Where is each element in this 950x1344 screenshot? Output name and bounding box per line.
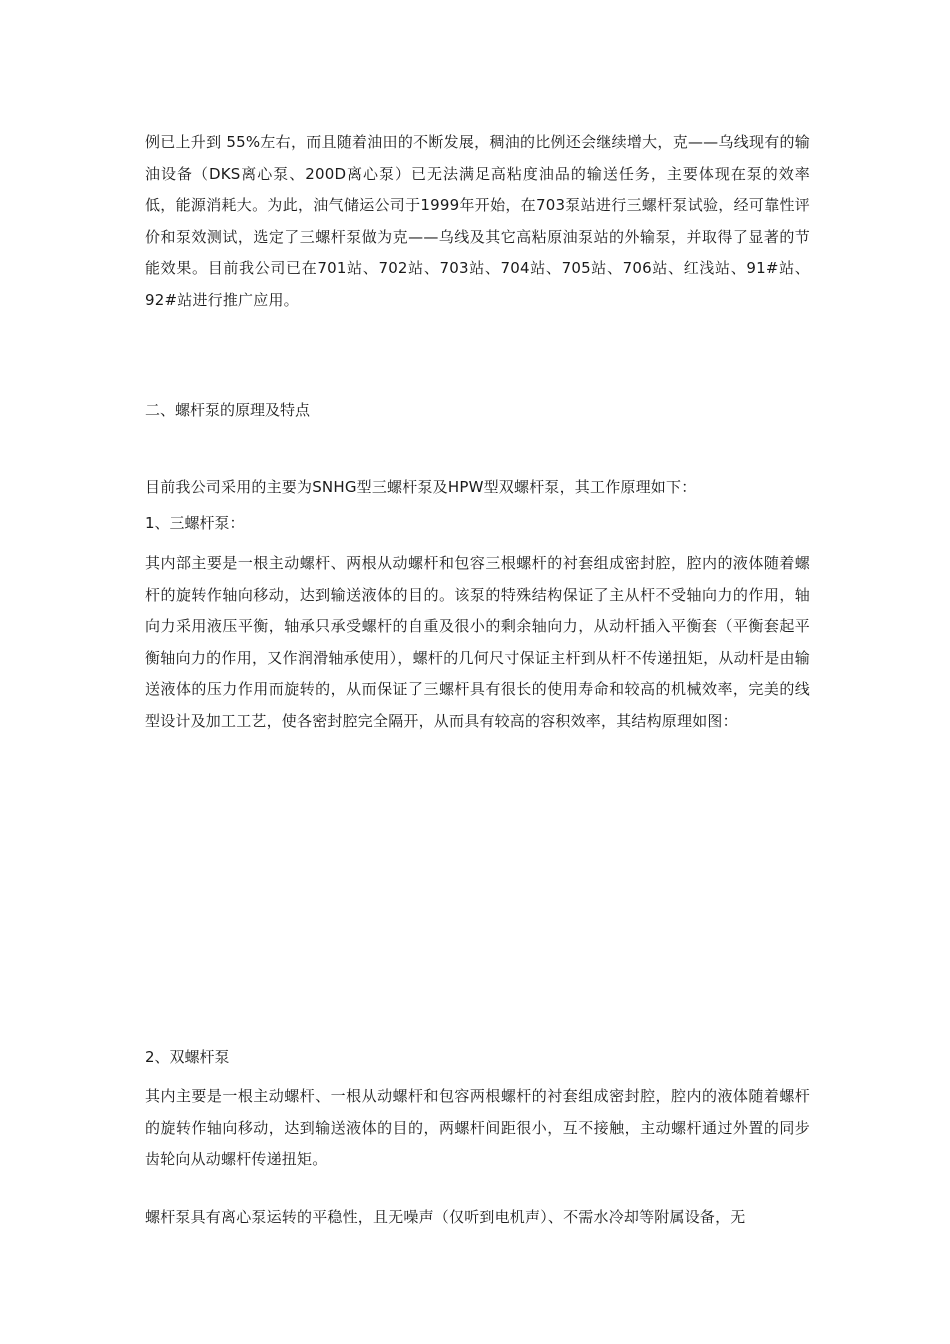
three-screw-pump-paragraph: 其内部主要是一根主动螺杆、两根从动螺杆和包容三根螺杆的衬套组成密封腔，腔内的液体随着螺杆的旋转作轴向移动，达到输送液体的目的。该泵的特殊结构保证了主从杆不受轴向力的作用，轴向力采用液压平衡，轴承只承受螺杆的自重及很小的剩余轴向力，从动杆插入平衡套（平衡套起平衡轴向力的作用，又作润滑轴承使用），螺杆的几何尺寸保证主杆到从杆不传递扭矩，从动杆是由输送液体的压力作用而旋转的，从而保证了三螺杆具有很长的使用寿命和较高的机械效率，完美的线型设计及加工工艺，使各密封腔完全隔开，从而具有较高的容积效率，其结构原理如图： (145, 554, 810, 730)
subsection-heading-three-screw: 1、三螺杆泵： (145, 514, 245, 532)
section-heading: 二、螺杆泵的原理及特点 (145, 401, 311, 419)
screw-pump-features-paragraph: 螺杆泵具有离心泵运转的平稳性，且无噪声（仅听到电机声）、不需水冷却等附属设备，无 (145, 1208, 746, 1226)
pump-types-paragraph: 目前我公司采用的主要为SNHG型三螺杆泵及HPW型双螺杆泵，其工作原理如下： (145, 478, 697, 496)
twin-screw-pump-paragraph: 其内主要是一根主动螺杆、一根从动螺杆和包容两根螺杆的衬套组成密封腔，腔内的液体随着螺杆的旋转作轴向移动，达到输送液体的目的，两螺杆间距很小，互不接触，主动螺杆通过外置的同步齿轮向从动螺杆传递扭矩。 (145, 1087, 810, 1168)
subsection-heading-twin-screw: 2、双螺杆泵 (145, 1048, 230, 1066)
intro-paragraph: 例已上升到 55%左右，而且随着油田的不断发展，稠油的比例还会继续增大，克——乌线现有的输油设备（DKS离心泵、200D离心泵）已无法满足高粘度油品的输送任务，主要体现在泵的效率低，能源消耗大。为此，油气储运公司于1999年开始，在703泵站进行三螺杆泵试验，经可靠性评价和泵效测试，选定了三螺杆泵做为克——乌线及其它高粘原油泵站的外输泵，并取得了显著的节能效果。目前我公司已在701站、702站、703站、704站、705站、706站、红浅站、91#站、92#站进行推广应用。 (145, 133, 810, 309)
